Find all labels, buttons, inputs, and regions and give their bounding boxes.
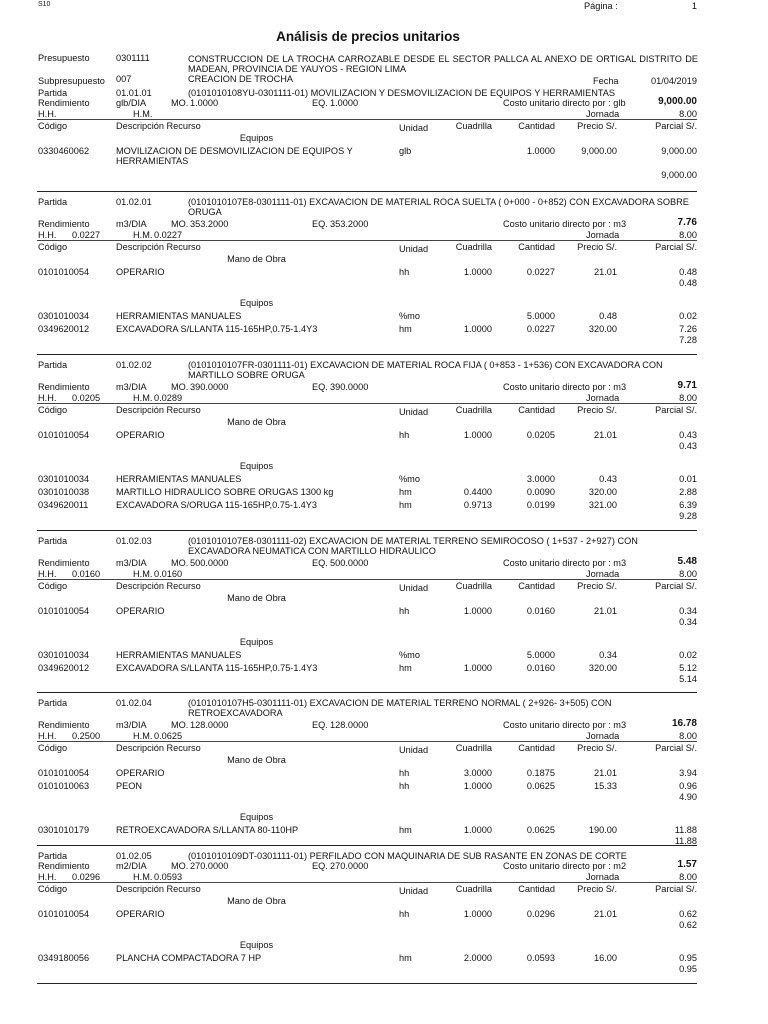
resource-cantidad: 0.0625 — [526, 825, 555, 835]
col-header-descripcion: Descripción Recurso — [116, 121, 201, 131]
rendimiento-label: Rendimiento — [38, 558, 90, 568]
costo-unitario-value: 16.78 — [671, 718, 697, 729]
resource-group-subtotal: 0.48 — [679, 278, 697, 288]
rendimiento-unit: m3/DIA — [116, 720, 147, 730]
resource-cuadrilla: 3.0000 — [463, 768, 492, 778]
header-separator — [37, 240, 697, 241]
system-tag: S10 — [38, 1, 51, 8]
resource-unidad: hm — [399, 663, 412, 673]
hm-value: 0.0593 — [154, 872, 183, 882]
subpresupuesto-label: Subpresupuesto — [38, 76, 105, 86]
eq-label: EQ. — [312, 558, 328, 568]
col-header-codigo: Código — [38, 581, 68, 591]
resource-cantidad: 5.0000 — [526, 650, 555, 660]
resource-cantidad: 0.0160 — [526, 606, 555, 616]
resource-cantidad: 0.0593 — [526, 953, 555, 963]
resource-group-subtotal: 7.28 — [679, 335, 697, 345]
page-label: Página : — [584, 1, 618, 11]
hh-value: 0.0227 — [72, 230, 101, 240]
resource-cantidad: 5.0000 — [526, 311, 555, 321]
resource-descripcion: OPERARIO — [116, 606, 165, 616]
presupuesto-description: CONSTRUCCION DE LA TROCHA CARROZABLE DESDE EL SECTOR PALLCA AL ANEXO DE ORTIGAL DISTRITO DE MADEAN, PROVINCIA DE YAUYOS - REGION LIMA — [188, 54, 698, 74]
resource-descripcion: HERRAMIENTAS MANUALES — [116, 650, 242, 660]
resource-parcial: 0.48 — [679, 267, 697, 277]
resource-precio: 190.00 — [588, 825, 617, 835]
resource-parcial: 0.02 — [679, 650, 697, 660]
rendimiento-unit: m3/DIA — [116, 558, 147, 568]
header-separator — [37, 403, 697, 404]
partida-description: (0101010107FR-0301111-01) EXCAVACION DE MATERIAL ROCA FIJA ( 0+853 - 1+536) CON EXCAVADORA CON MARTILLO SOBRE ORUGA — [188, 360, 663, 380]
col-header-cuadrilla: Cuadrilla — [455, 121, 492, 131]
header-separator — [37, 741, 697, 742]
partida-code: 01.02.02 — [116, 360, 152, 370]
hh-value: 0.2500 — [72, 731, 101, 741]
hh-label: H.H. — [38, 872, 57, 882]
hh-value: 0.0160 — [72, 569, 101, 579]
resource-cuadrilla: 1.0000 — [463, 781, 492, 791]
jornada-label: Jornada — [586, 230, 620, 240]
costo-unitario-label: Costo unitario directo por : m3 — [503, 382, 627, 392]
resource-group-subtotal: 0.95 — [679, 964, 697, 974]
col-header-parcial: Parcial S/. — [655, 884, 697, 894]
page-bottom-rule — [37, 983, 697, 984]
resource-descripcion: MARTILLO HIDRAULICO SOBRE ORUGAS 1300 kg — [116, 487, 334, 497]
col-header-parcial: Parcial S/. — [655, 242, 697, 252]
costo-unitario-label: Costo unitario directo por : m2 — [503, 861, 627, 871]
hh-label: H.H. — [38, 731, 57, 741]
resource-unidad: hh — [399, 606, 410, 616]
resource-cantidad: 3.0000 — [526, 474, 555, 484]
resource-precio: 321.00 — [588, 500, 617, 510]
hm-label: H.M. — [133, 731, 153, 741]
col-header-codigo: Código — [38, 405, 68, 415]
resource-codigo: 0349180056 — [38, 953, 90, 963]
col-header-precio: Precio S/. — [577, 405, 617, 415]
resource-cantidad: 1.0000 — [526, 146, 555, 156]
resource-unidad: hm — [399, 825, 412, 835]
resource-group-title: Equipos — [239, 461, 274, 471]
resource-parcial: 6.39 — [679, 500, 697, 510]
resource-codigo: 0301010038 — [38, 487, 90, 497]
resource-cuadrilla: 0.4400 — [463, 487, 492, 497]
resource-parcial: 11.88 — [674, 825, 697, 835]
resource-precio: 0.34 — [599, 650, 617, 660]
resource-precio: 21.01 — [594, 267, 617, 277]
resource-unidad: %mo — [399, 650, 420, 660]
col-header-unidad: Unidad — [399, 407, 429, 417]
partida-code: 01.02.05 — [116, 851, 152, 861]
col-header-unidad: Unidad — [399, 244, 429, 254]
jornada-value: 8.00 — [679, 230, 697, 240]
mo-value: 128.0000 — [190, 720, 229, 730]
mo-label: MO. — [171, 861, 189, 871]
resource-parcial: 0.02 — [679, 311, 697, 321]
resource-cantidad: 0.0625 — [526, 781, 555, 791]
col-header-precio: Precio S/. — [577, 884, 617, 894]
hh-label: H.H. — [38, 569, 57, 579]
mo-label: MO. — [171, 382, 189, 392]
jornada-value: 8.00 — [679, 393, 697, 403]
resource-unidad: hh — [399, 781, 410, 791]
col-header-precio: Precio S/. — [577, 743, 617, 753]
jornada-label: Jornada — [586, 569, 620, 579]
mo-label: MO. — [171, 98, 189, 108]
col-header-descripcion: Descripción Recurso — [116, 242, 201, 252]
resource-precio: 0.43 — [599, 474, 617, 484]
jornada-value: 8.00 — [679, 109, 697, 119]
resource-descripcion: PLANCHA COMPACTADORA 7 HP — [116, 953, 262, 963]
resource-cuadrilla: 2.0000 — [463, 953, 492, 963]
col-header-cuadrilla: Cuadrilla — [455, 581, 492, 591]
hh-label: H.H. — [38, 109, 57, 119]
hm-value: 0.0227 — [154, 230, 183, 240]
resource-group-subtotal: 0.43 — [679, 441, 697, 451]
resource-parcial: 0.95 — [679, 953, 697, 963]
resource-cantidad: 0.0205 — [526, 430, 555, 440]
resource-parcial: 0.62 — [679, 909, 697, 919]
partida-label: Partida — [38, 360, 68, 370]
resource-codigo: 0101010054 — [38, 909, 90, 919]
col-header-codigo: Código — [38, 884, 68, 894]
resource-parcial: 5.12 — [679, 663, 697, 673]
mo-value: 353.2000 — [190, 219, 229, 229]
resource-precio: 9,000.00 — [581, 146, 617, 156]
page-number: 1 — [691, 1, 697, 11]
resource-group-subtotal: 0.34 — [679, 617, 697, 627]
resource-cantidad: 0.0227 — [526, 324, 555, 334]
resource-cantidad: 0.0090 — [526, 487, 555, 497]
resource-cantidad: 0.0296 — [526, 909, 555, 919]
resource-group-subtotal: 4.90 — [679, 792, 697, 802]
costo-unitario-value: 1.57 — [677, 859, 697, 870]
col-header-parcial: Parcial S/. — [655, 405, 697, 415]
resource-precio: 21.01 — [594, 430, 617, 440]
partida-code: 01.02.01 — [116, 197, 152, 207]
header-separator — [37, 119, 697, 120]
section-divider — [37, 191, 697, 192]
eq-label: EQ. — [312, 382, 328, 392]
col-header-descripcion: Descripción Recurso — [116, 405, 201, 415]
col-header-parcial: Parcial S/. — [655, 743, 697, 753]
presupuesto-label: Presupuesto — [38, 53, 90, 63]
hm-label: H.M. — [133, 109, 153, 119]
resource-cantidad: 0.0227 — [526, 267, 555, 277]
partida-code: 01.02.03 — [116, 536, 152, 546]
col-header-parcial: Parcial S/. — [655, 121, 697, 131]
hh-label: H.H. — [38, 230, 57, 240]
resource-descripcion: EXCAVADORA S/ORUGA 115-165HP,0.75-1.4Y3 — [116, 500, 318, 510]
partida-label: Partida — [38, 536, 68, 546]
resource-cuadrilla: 1.0000 — [463, 324, 492, 334]
section-divider — [37, 845, 697, 846]
presupuesto-code: 0301111 — [116, 53, 150, 63]
rendimiento-label: Rendimiento — [38, 219, 90, 229]
resource-parcial: 0.34 — [679, 606, 697, 616]
resource-unidad: glb — [399, 146, 412, 156]
resource-descripcion: EXCAVADORA S/LLANTA 115-165HP,0.75-1.4Y3 — [116, 324, 318, 334]
partida-description: (0101010107E8-0301111-01) EXCAVACION DE MATERIAL ROCA SUELTA ( 0+000 - 0+852) CON EXCAVADORA SOBRE ORUGA — [188, 197, 689, 217]
resource-descripcion: PEON — [116, 781, 143, 791]
col-header-unidad: Unidad — [399, 886, 429, 896]
resource-group-subtotal: 5.14 — [679, 674, 697, 684]
resource-group-title: Mano de Obra — [227, 417, 286, 427]
eq-value: 128.0000 — [330, 720, 369, 730]
col-header-parcial: Parcial S/. — [655, 581, 697, 591]
costo-unitario-value: 9.71 — [677, 380, 697, 391]
resource-parcial: 0.43 — [679, 430, 697, 440]
jornada-label: Jornada — [586, 393, 620, 403]
jornada-value: 8.00 — [679, 872, 697, 882]
resource-group-subtotal: 11.88 — [674, 836, 697, 846]
resource-cuadrilla: 1.0000 — [463, 606, 492, 616]
resource-parcial: 9,000.00 — [661, 146, 697, 156]
resource-codigo: 0301010179 — [38, 825, 90, 835]
resource-group-title: Equipos — [239, 637, 274, 647]
col-header-cantidad: Cantidad — [518, 121, 555, 131]
hh-value: 0.0296 — [72, 872, 101, 882]
col-header-codigo: Código — [38, 242, 68, 252]
resource-precio: 0.48 — [599, 311, 617, 321]
partida-description: (0101010107H5-0301111-01) EXCAVACION DE MATERIAL TERRENO NORMAL ( 2+926- 3+505) CON RETROEXCAVADORA — [188, 698, 612, 718]
col-header-unidad: Unidad — [399, 583, 429, 593]
hm-value: 0.0625 — [154, 731, 183, 741]
partida-description: (0101010107E8-0301111-02) EXCAVACION DE MATERIAL TERRENO SEMIROCOSO ( 1+537 - 2+927) CON EXCAVADORA NEUMATICA CON MARTILLO HIDRAULICO — [188, 536, 638, 556]
partida-label: Partida — [38, 88, 68, 98]
col-header-descripcion: Descripción Recurso — [116, 743, 201, 753]
resource-codigo: 0301010034 — [38, 474, 90, 484]
resource-parcial: 7.26 — [679, 324, 697, 334]
eq-value: 1.0000 — [330, 98, 359, 108]
col-header-cuadrilla: Cuadrilla — [455, 405, 492, 415]
col-header-cuadrilla: Cuadrilla — [455, 743, 492, 753]
eq-label: EQ. — [312, 98, 328, 108]
resource-codigo: 0101010054 — [38, 430, 90, 440]
resource-cuadrilla: 1.0000 — [463, 909, 492, 919]
resource-precio: 21.01 — [594, 909, 617, 919]
rendimiento-label: Rendimiento — [38, 861, 90, 871]
col-header-cuadrilla: Cuadrilla — [455, 884, 492, 894]
col-header-cantidad: Cantidad — [518, 581, 555, 591]
page-title: Análisis de precios unitarios — [276, 29, 460, 44]
col-header-descripcion: Descripción Recurso — [116, 884, 201, 894]
costo-unitario-value: 9,000.00 — [658, 96, 697, 107]
resource-precio: 21.01 — [594, 768, 617, 778]
partida-description: (0101010108YU-0301111-01) MOVILIZACION Y DESMOVILIZACION DE EQUIPOS Y HERRAMIENTAS — [188, 88, 616, 98]
resource-precio: 320.00 — [588, 324, 617, 334]
resource-unidad: hh — [399, 267, 410, 277]
eq-label: EQ. — [312, 219, 328, 229]
resource-group-title: Equipos — [239, 298, 274, 308]
rendimiento-unit: glb/DIA — [116, 98, 147, 108]
resource-descripcion: OPERARIO — [116, 430, 165, 440]
hm-label: H.M. — [133, 872, 153, 882]
eq-value: 390.0000 — [330, 382, 369, 392]
rendimiento-unit: m2/DIA — [116, 861, 147, 871]
resource-group-subtotal: 9,000.00 — [661, 170, 697, 180]
col-header-cuadrilla: Cuadrilla — [455, 242, 492, 252]
resource-parcial: 3.94 — [679, 768, 697, 778]
resource-cuadrilla: 1.0000 — [463, 267, 492, 277]
costo-unitario-label: Costo unitario directo por : m3 — [503, 720, 627, 730]
header-separator — [37, 579, 697, 580]
costo-unitario-label: Costo unitario directo por : m3 — [503, 219, 627, 229]
resource-unidad: %mo — [399, 311, 420, 321]
mo-value: 270.0000 — [190, 861, 229, 871]
resource-descripcion: EXCAVADORA S/LLANTA 115-165HP,0.75-1.4Y3 — [116, 663, 318, 673]
resource-codigo: 0349620012 — [38, 663, 90, 673]
col-header-cantidad: Cantidad — [518, 884, 555, 894]
jornada-value: 8.00 — [679, 569, 697, 579]
costo-unitario-label: Costo unitario directo por : m3 — [503, 558, 627, 568]
subpresupuesto-code: 007 — [116, 74, 132, 84]
eq-label: EQ. — [312, 720, 328, 730]
resource-codigo: 0330460062 — [38, 146, 90, 156]
col-header-precio: Precio S/. — [577, 581, 617, 591]
resource-group-title: Mano de Obra — [227, 593, 286, 603]
jornada-label: Jornada — [586, 109, 620, 119]
resource-codigo: 0101010054 — [38, 768, 90, 778]
col-header-descripcion: Descripción Recurso — [116, 581, 201, 591]
hm-value: 0.0289 — [154, 393, 183, 403]
col-header-codigo: Código — [38, 121, 68, 131]
resource-group-title: Mano de Obra — [227, 254, 286, 264]
resource-codigo: 0349620012 — [38, 324, 90, 334]
resource-parcial: 0.01 — [679, 474, 697, 484]
eq-value: 500.0000 — [330, 558, 369, 568]
eq-value: 353.2000 — [330, 219, 369, 229]
resource-parcial: 0.96 — [679, 781, 697, 791]
resource-cuadrilla: 1.0000 — [463, 825, 492, 835]
mo-label: MO. — [171, 558, 189, 568]
partida-label: Partida — [38, 197, 68, 207]
rendimiento-label: Rendimiento — [38, 98, 90, 108]
mo-label: MO. — [171, 720, 189, 730]
resource-descripcion: RETROEXCAVADORA S/LLANTA 80-110HP — [116, 825, 299, 835]
resource-group-subtotal: 0.62 — [679, 920, 697, 930]
resource-unidad: hm — [399, 487, 412, 497]
resource-cantidad: 0.0199 — [526, 500, 555, 510]
col-header-precio: Precio S/. — [577, 121, 617, 131]
resource-unidad: hh — [399, 430, 410, 440]
subpresupuesto-description: CREACION DE TROCHA — [188, 74, 293, 84]
resource-group-subtotal: 9.28 — [679, 511, 697, 521]
partida-label: Partida — [38, 698, 68, 708]
resource-parcial: 2.88 — [679, 487, 697, 497]
resource-descripcion: OPERARIO — [116, 768, 165, 778]
resource-cuadrilla: 1.0000 — [463, 430, 492, 440]
fecha-value: 01/04/2019 — [651, 76, 697, 86]
rendimiento-unit: m3/DIA — [116, 219, 147, 229]
section-divider — [37, 354, 697, 355]
section-divider — [37, 530, 697, 531]
resource-unidad: hm — [399, 324, 412, 334]
resource-cuadrilla: 1.0000 — [463, 663, 492, 673]
resource-codigo: 0349620011 — [38, 500, 89, 510]
resource-unidad: hh — [399, 768, 410, 778]
mo-value: 390.0000 — [190, 382, 229, 392]
col-header-codigo: Código — [38, 743, 68, 753]
hh-label: H.H. — [38, 393, 57, 403]
resource-descripcion: MOVILIZACION DE DESMOVILIZACION DE EQUIPOS Y HERRAMIENTAS — [116, 146, 353, 166]
resource-unidad: hm — [399, 500, 412, 510]
resource-precio: 21.01 — [594, 606, 617, 616]
col-header-unidad: Unidad — [399, 745, 429, 755]
col-header-cantidad: Cantidad — [518, 743, 555, 753]
resource-unidad: hh — [399, 909, 410, 919]
partida-description: (0101010109DT-0301111-01) PERFILADO CON MAQUINARIA DE SUB RASANTE EN ZONAS DE CORTE — [188, 851, 627, 861]
resource-descripcion: OPERARIO — [116, 909, 165, 919]
resource-codigo: 0101010054 — [38, 267, 90, 277]
resource-precio: 16.00 — [594, 953, 617, 963]
resource-cantidad: 0.0160 — [526, 663, 555, 673]
resource-precio: 15.33 — [594, 781, 617, 791]
resource-descripcion: OPERARIO — [116, 267, 165, 277]
resource-unidad: hm — [399, 953, 412, 963]
resource-group-title: Equipos — [239, 812, 274, 822]
resource-group-title: Equipos — [239, 940, 274, 950]
resource-group-title: Equipos — [239, 133, 274, 143]
eq-label: EQ. — [312, 861, 328, 871]
resource-codigo: 0301010034 — [38, 650, 90, 660]
jornada-label: Jornada — [586, 731, 620, 741]
section-divider — [37, 692, 697, 693]
resource-precio: 320.00 — [588, 663, 617, 673]
resource-group-title: Mano de Obra — [227, 755, 286, 765]
resource-cantidad: 0.1875 — [526, 768, 555, 778]
header-separator — [37, 882, 697, 883]
costo-unitario-value: 7.76 — [677, 217, 697, 228]
partida-code: 01.01.01 — [116, 88, 152, 98]
hm-label: H.M. — [133, 230, 153, 240]
hh-value: 0.0205 — [72, 393, 101, 403]
resource-descripcion: HERRAMIENTAS MANUALES — [116, 474, 242, 484]
partida-code: 01.02.04 — [116, 698, 152, 708]
hm-value: 0.0160 — [154, 569, 183, 579]
resource-descripcion: HERRAMIENTAS MANUALES — [116, 311, 242, 321]
jornada-value: 8.00 — [679, 731, 697, 741]
rendimiento-unit: m3/DIA — [116, 382, 147, 392]
resource-group-title: Mano de Obra — [227, 896, 286, 906]
mo-label: MO. — [171, 219, 189, 229]
mo-value: 500.0000 — [190, 558, 229, 568]
rendimiento-label: Rendimiento — [38, 382, 90, 392]
jornada-label: Jornada — [586, 872, 620, 882]
resource-cuadrilla: 0.9713 — [463, 500, 492, 510]
col-header-precio: Precio S/. — [577, 242, 617, 252]
costo-unitario-value: 5.48 — [677, 556, 697, 567]
resource-unidad: %mo — [399, 474, 420, 484]
col-header-unidad: Unidad — [399, 123, 429, 133]
hm-label: H.M. — [133, 393, 153, 403]
col-header-cantidad: Cantidad — [518, 242, 555, 252]
hm-label: H.M. — [133, 569, 153, 579]
costo-unitario-label: Costo unitario directo por : glb — [503, 98, 626, 108]
mo-value: 1.0000 — [190, 98, 219, 108]
resource-codigo: 0301010034 — [38, 311, 90, 321]
resource-codigo: 0101010054 — [38, 606, 90, 616]
partida-label: Partida — [38, 851, 68, 861]
eq-value: 270.0000 — [330, 861, 369, 871]
col-header-cantidad: Cantidad — [518, 405, 555, 415]
fecha-label: Fecha — [593, 76, 619, 86]
rendimiento-label: Rendimiento — [38, 720, 90, 730]
resource-precio: 320.00 — [588, 487, 617, 497]
resource-codigo: 0101010063 — [38, 781, 90, 791]
